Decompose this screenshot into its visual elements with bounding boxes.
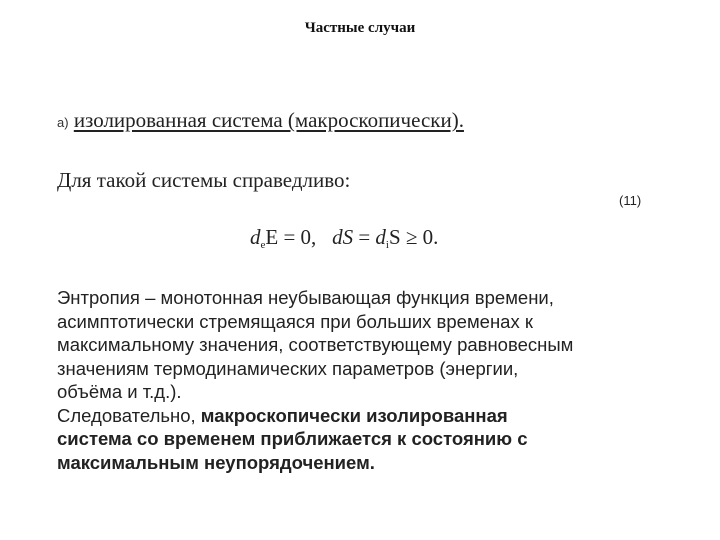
conclusion-bold-2: система со временем приближается к состоянию с	[57, 428, 528, 449]
lead-text: Для такой системы справедливо:	[57, 168, 351, 192]
item-a-text: изолированная система (макроскопически).	[73, 108, 464, 132]
formula	[250, 225, 438, 250]
conclusion-prefix: Следовательно,	[57, 404, 201, 426]
formula-eq: =	[353, 225, 376, 249]
conclusion-line-2	[57, 427, 697, 451]
formula-part2: S ≥ 0.	[388, 225, 439, 249]
conclusion-line-3	[57, 451, 697, 475]
formula-part1: E = 0,	[265, 225, 317, 249]
item-marker: a)	[57, 115, 69, 130]
paragraph-line: объёма и т.д.).	[57, 381, 182, 402]
paragraph-line: асимптотически стремящаяся при больших временах к	[57, 310, 533, 332]
conclusion-bold-3: максимальным неупорядочением.	[57, 451, 375, 473]
item-a	[57, 108, 464, 133]
formula-d-i: d	[375, 225, 386, 249]
paragraph-line: Энтропия – монотонная неубывающая функция времени,	[57, 287, 554, 308]
formula-ds: dS	[332, 225, 354, 249]
body-paragraph	[57, 286, 697, 474]
equation-number: (11)	[619, 193, 642, 208]
conclusion-line-1	[57, 404, 697, 428]
slide-title: Частные случаи	[304, 20, 416, 36]
conclusion-bold-1: макроскопически изолированная	[200, 404, 508, 426]
paragraph-line: значениям термодинамических параметров (энергии,	[57, 357, 519, 379]
formula-sub-e: e	[260, 239, 266, 251]
paragraph-line: максимальному значения, соответствующему равновесным	[57, 334, 574, 355]
formula-d-e: d	[250, 225, 261, 249]
formula-sub-i: i	[385, 239, 389, 251]
